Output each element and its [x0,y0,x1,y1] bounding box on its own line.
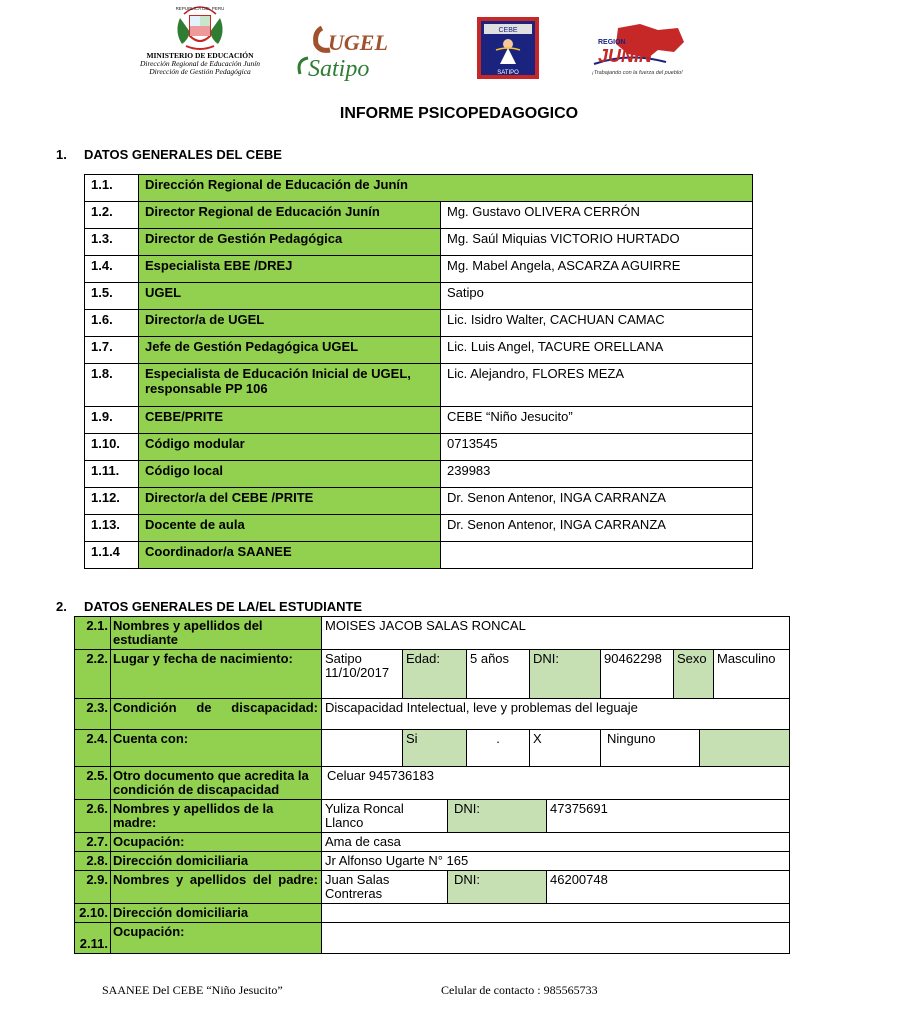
row-label: Docente de aula [139,515,441,542]
si-value: . [467,730,530,767]
student-data-table [74,616,790,954]
row-value: CEBE “Niño Jesucito” [441,407,753,434]
row-label: Especialista EBE /DREJ [139,256,441,283]
row-value: Lic. Isidro Walter, CACHUAN CAMAC [441,310,753,337]
table-row [75,800,790,833]
table-row [85,488,753,515]
mother-address: Jr Alfonso Ugarte N° 165 [322,852,790,871]
edad-label: Edad: [403,650,467,699]
row-number: 2.8. [75,852,111,871]
row-number: 1.1.4 [85,542,139,569]
row-number: 2.5. [75,767,111,800]
row-label: Especialista de Educación Inicial de UGEL, responsable PP 106 [139,364,441,407]
table-row [85,256,753,283]
table-row [75,730,790,767]
row-label: Dirección domiciliaria [111,904,322,923]
ministry-text-block [100,52,300,76]
row-number: 2.2. [75,650,111,699]
section-title: DATOS GENERALES DEL CEBE [84,147,282,162]
row-label: Lugar y fecha de nacimiento: [111,650,322,699]
mother-name: Yuliza Roncal Llanco [322,800,448,833]
table-row [75,699,790,730]
cebe-data-table [84,174,753,569]
row-number: 1.3. [85,229,139,256]
other-document: Celuar 945736183 [322,767,790,800]
edad-value: 5 años [467,650,530,699]
svg-text:JUNIN: JUNIN [598,46,653,66]
mother-occupation: Ama de casa [322,833,790,852]
mother-dni: 47375691 [547,800,790,833]
student-name: MOISES JACOB SALAS RONCAL [322,617,790,650]
row-number: 2.10. [75,904,111,923]
row-value: Lic. Luis Angel, TACURE ORELLANA [441,337,753,364]
row-value: Dr. Senon Antenor, INGA CARRANZA [441,515,753,542]
section-title: DATOS GENERALES DE LA/EL ESTUDIANTE [84,599,363,614]
table-row [85,515,753,542]
svg-text:¡Trabajando con la fuerza del: ¡Trabajando con la fuerza del pueblo! [592,70,683,76]
row-number: 1.12. [85,488,139,515]
row-number: 2.1. [75,617,111,650]
row-label: Director Regional de Educación Junín [139,202,441,229]
row-label: Nombres y apellidos de la madre: [111,800,322,833]
row-number: 2.11. [75,923,111,954]
row-value: Mg. Mabel Angela, ASCARZA AGUIRRE [441,256,753,283]
svg-text:REPUBLICA DEL PERU: REPUBLICA DEL PERU [175,6,225,11]
sexo-value: Masculino [714,650,790,699]
table-row [85,337,753,364]
section-2-heading [56,599,362,614]
table-row [85,283,753,310]
table-row [75,904,790,923]
si-label: Si [403,730,467,767]
row-label: CEBE/PRITE [139,407,441,434]
row-label: Nombres y apellidos del estudiante [111,617,322,650]
dni-label: DNI: [448,871,547,904]
row-label: Jefe de Gestión Pedagógica UGEL [139,337,441,364]
row-number: 1.2. [85,202,139,229]
dni-label: DNI: [530,650,601,699]
svg-text:UGEL: UGEL [328,30,388,55]
footer-left: SAANEE Del CEBE “Niño Jesucito” [102,983,283,997]
row-number: 1.8. [85,364,139,407]
father-occupation [322,923,790,954]
row-number: 2.3. [75,699,111,730]
row-label: Ocupación: [111,833,322,852]
table-row [85,542,753,569]
table-row [85,407,753,434]
row-label: Código modular [139,434,441,461]
cuenta-blank [322,730,403,767]
cebe-satipo-logo [476,16,540,80]
row-value: Mg. Saúl Miquias VICTORIO HURTADO [441,229,753,256]
row-label: Cuenta con: [111,730,322,767]
row-value: 0713545 [441,434,753,461]
table-row [75,650,790,699]
region-junin-logo [588,22,688,78]
svg-text:CEBE: CEBE [498,27,518,34]
row-number: 1.1. [85,175,139,202]
row-number: 1.7. [85,337,139,364]
row-label: Nombres y apellidos del padre: [111,871,322,904]
svg-text:SATIPO: SATIPO [497,70,519,76]
ninguno-box [700,730,790,767]
table-row [85,202,753,229]
row-value: Lic. Alejandro, FLORES MEZA [441,364,753,407]
row-number: 1.9. [85,407,139,434]
ninguno-label: Ninguno [601,730,700,767]
father-address [322,904,790,923]
table-row [85,461,753,488]
ministry-line: Dirección de Gestión Pedagógica [149,67,251,76]
row-label: UGEL [139,283,441,310]
row-number: 1.5. [85,283,139,310]
footer-right: Celular de contacto : 985565733 [441,983,598,997]
dni-value: 90462298 [601,650,674,699]
row-label: Dirección domiciliaria [111,852,322,871]
row-label: Ocupación: [111,923,322,954]
row-label: Condición de discapacidad: [111,699,322,730]
svg-text:Satipo: Satipo [308,56,370,82]
table-row [85,175,753,202]
table-row [75,852,790,871]
document-title: INFORME PSICOPEDAGOGICO [339,105,579,122]
row-label: Dirección Regional de Educación de Junín [139,175,753,202]
ministry-line: MINISTERIO DE EDUCACIÓN [146,51,254,60]
table-row [75,833,790,852]
row-label: Director de Gestión Pedagógica [139,229,441,256]
table-row [85,310,753,337]
row-number: 2.9. [75,871,111,904]
table-row [75,923,790,954]
table-row [75,767,790,800]
row-label: Coordinador/a SAANEE [139,542,441,569]
table-row [85,364,753,407]
row-value [441,542,753,569]
table-row [85,434,753,461]
row-number: 2.6. [75,800,111,833]
row-number: 2.7. [75,833,111,852]
sexo-label: Sexo [674,650,714,699]
row-label: Otro documento que acredita la condición de discapacidad [111,767,322,800]
row-value: Dr. Senon Antenor, INGA CARRANZA [441,488,753,515]
ugel-satipo-logo [294,22,402,84]
father-dni: 46200748 [547,871,790,904]
x-mark: X [530,730,601,767]
table-row [75,617,790,650]
row-number: 1.11. [85,461,139,488]
section-1-heading [56,147,282,162]
row-number: 1.10. [85,434,139,461]
peru-emblem-logo [172,2,228,52]
section-number: 1. [56,147,67,162]
row-label: Director/a del CEBE /PRITE [139,488,441,515]
row-number: 2.4. [75,730,111,767]
row-label: Código local [139,461,441,488]
row-label: Director/a de UGEL [139,310,441,337]
father-name: Juan Salas Contreras [322,871,448,904]
svg-text:REGION: REGION [598,39,626,46]
row-number: 1.4. [85,256,139,283]
row-value: Satipo [441,283,753,310]
birth-place-date: Satipo 11/10/2017 [322,650,403,699]
row-value: Mg. Gustavo OLIVERA CERRÓN [441,202,753,229]
disability-condition: Discapacidad Intelectual, leve y problemas del leguaje [322,699,790,730]
table-row [75,871,790,904]
row-number: 1.6. [85,310,139,337]
table-row [85,229,753,256]
ministry-line: Dirección Regional de Educación Junín [139,59,261,68]
row-value: 239983 [441,461,753,488]
dni-label: DNI: [448,800,547,833]
section-number: 2. [56,599,67,614]
row-number: 1.13. [85,515,139,542]
